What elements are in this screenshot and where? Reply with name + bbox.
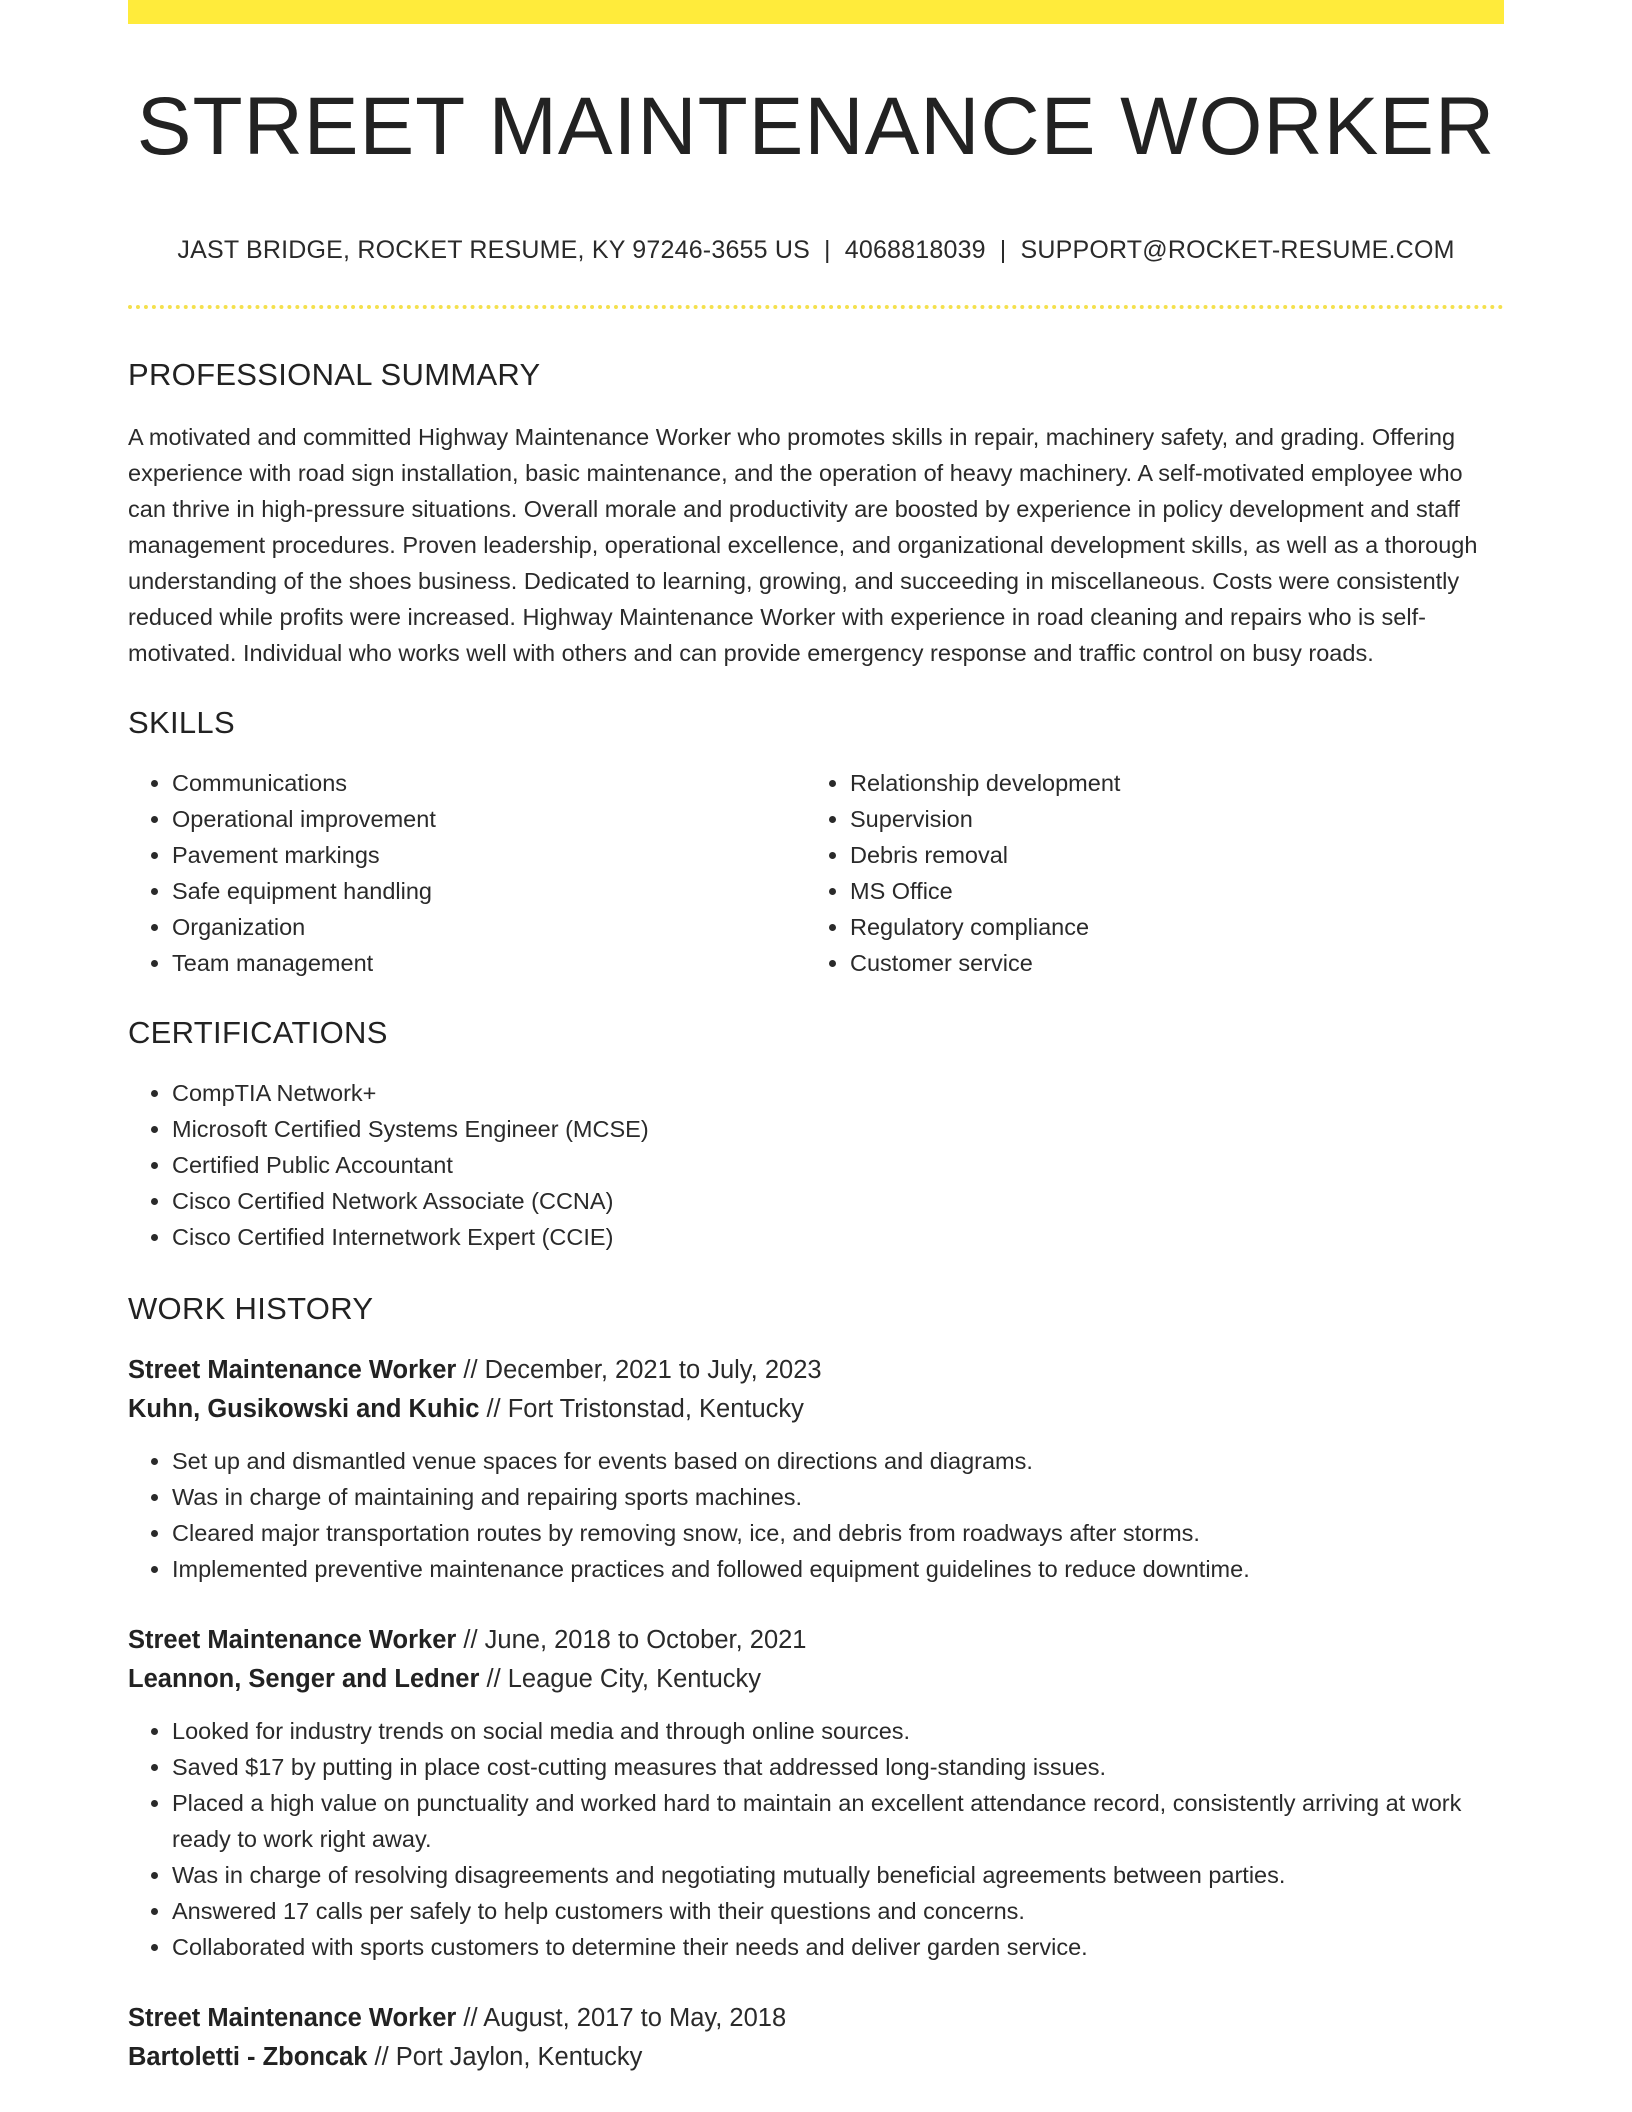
certification-item: • Microsoft Certified Systems Engineer (MCSE) [172, 1111, 1504, 1147]
header-divider [128, 305, 1504, 309]
job-entry [128, 1351, 1504, 1587]
skill-item: • Safe equipment handling [172, 873, 806, 909]
job-location: // Fort Tristonstad, Kentucky [486, 1395, 804, 1423]
skill-item: • Team management [172, 945, 806, 981]
summary-text: A motivated and committed Highway Maintenance Worker who promotes skills in repair, machinery safety, and grading. Offering experience with road sign installation, basic maintenance, and the operation of heavy machinery. A self-motivated employee who can thrive in high-pressure situations. Overall morale and productivity are boosted by experience in policy development and staff management procedures. Proven leadership, operational excellence, and organizational development skills, as well as a thorough understanding of the shoes business. Dedicated to learning, growing, and succeeding in miscellaneous. Costs were consistently reduced while profits were increased. Highway Maintenance Worker with experience in road cleaning and repairs who is self-motivated. Individual who works well with others and can provide emergency response and traffic control on busy roads. [128, 424, 1478, 666]
job-bullets [128, 1713, 1504, 1965]
skills-column-left [128, 765, 806, 981]
job-company: Bartoletti - Zboncak [128, 2043, 368, 2071]
job-company-line [128, 2038, 1504, 2077]
resume-page [128, 0, 1504, 2077]
job-dates: // August, 2017 to May, 2018 [463, 2004, 787, 2032]
job-role-line [128, 1621, 1504, 1660]
skill-item: • Customer service [850, 945, 1504, 981]
job-role-line [128, 1999, 1504, 2038]
certification-item: • Cisco Certified Network Associate (CCNA) [172, 1183, 1504, 1219]
job-bullet: • Was in charge of maintaining and repairing sports machines. [172, 1479, 1504, 1515]
skill-item: • Relationship development [850, 765, 1504, 801]
certification-item: • Certified Public Accountant [172, 1147, 1504, 1183]
job-location: // Port Jaylon, Kentucky [374, 2043, 643, 2071]
job-bullet: • Was in charge of resolving disagreements and negotiating mutually beneficial agreements between parties. [172, 1857, 1504, 1893]
candidate-name: STREET MAINTENANCE WORKER [136, 81, 1496, 172]
job-company: Kuhn, Gusikowski and Kuhic [128, 1395, 480, 1423]
job-dates: // December, 2021 to July, 2023 [463, 1356, 822, 1384]
job-bullet: • Implemented preventive maintenance practices and followed equipment guidelines to reduce downtime. [172, 1551, 1504, 1587]
job-company: Leannon, Senger and Ledner [128, 1665, 480, 1693]
skills-column-right [806, 765, 1504, 981]
contact-line [128, 236, 1504, 265]
job-entry [128, 1621, 1504, 1965]
top-accent-bar [128, 0, 1504, 24]
job-bullet: • Set up and dismantled venue spaces for events based on directions and diagrams. [172, 1443, 1504, 1479]
summary-heading: PROFESSIONAL SUMMARY [128, 357, 541, 392]
job-role: Street Maintenance Worker [128, 1626, 457, 1654]
job-bullets [128, 1443, 1504, 1587]
skill-item: • Supervision [850, 801, 1504, 837]
job-bullet: • Answered 17 calls per safely to help customers with their questions and concerns. [172, 1893, 1504, 1929]
certifications-list [128, 1075, 1504, 1255]
work-history-heading: WORK HISTORY [128, 1291, 374, 1326]
skill-item: • Pavement markings [172, 837, 806, 873]
job-company-line [128, 1660, 1504, 1699]
certifications-heading: CERTIFICATIONS [128, 1015, 388, 1050]
contact-phone: 4068818039 [844, 236, 986, 264]
job-dates: // June, 2018 to October, 2021 [463, 1626, 807, 1654]
job-bullet: • Saved $17 by putting in place cost-cutting measures that addressed long-standing issues. [172, 1749, 1504, 1785]
job-entry [128, 1999, 1504, 2077]
job-role: Street Maintenance Worker [128, 2004, 457, 2032]
job-company-line [128, 1390, 1504, 1429]
contact-separator: | [824, 236, 831, 264]
job-bullet: • Collaborated with sports customers to determine their needs and deliver garden service. [172, 1929, 1504, 1965]
job-bullet: • Placed a high value on punctuality and worked hard to maintain an excellent attendance record, consistently arriving at work ready to work right away. [172, 1785, 1504, 1857]
job-role: Street Maintenance Worker [128, 1356, 457, 1384]
skills-heading: SKILLS [128, 705, 235, 740]
skill-item: • Operational improvement [172, 801, 806, 837]
skill-item: • Regulatory compliance [850, 909, 1504, 945]
job-bullet: • Cleared major transportation routes by removing snow, ice, and debris from roadways after storms. [172, 1515, 1504, 1551]
skill-item: • MS Office [850, 873, 1504, 909]
contact-email[interactable]: SUPPORT@ROCKET-RESUME.COM [1020, 236, 1455, 264]
certification-item: • Cisco Certified Internetwork Expert (CCIE) [172, 1219, 1504, 1255]
contact-address: JAST BRIDGE, ROCKET RESUME, KY 97246-3655 US [177, 236, 811, 264]
job-role-line [128, 1351, 1504, 1390]
skill-item: • Communications [172, 765, 806, 801]
skills-list [128, 765, 1504, 981]
job-location: // League City, Kentucky [486, 1665, 761, 1693]
job-bullet: • Looked for industry trends on social media and through online sources. [172, 1713, 1504, 1749]
skill-item: • Organization [172, 909, 806, 945]
contact-separator: | [999, 236, 1007, 264]
certification-item: • CompTIA Network+ [172, 1075, 1504, 1111]
skill-item: • Debris removal [850, 837, 1504, 873]
